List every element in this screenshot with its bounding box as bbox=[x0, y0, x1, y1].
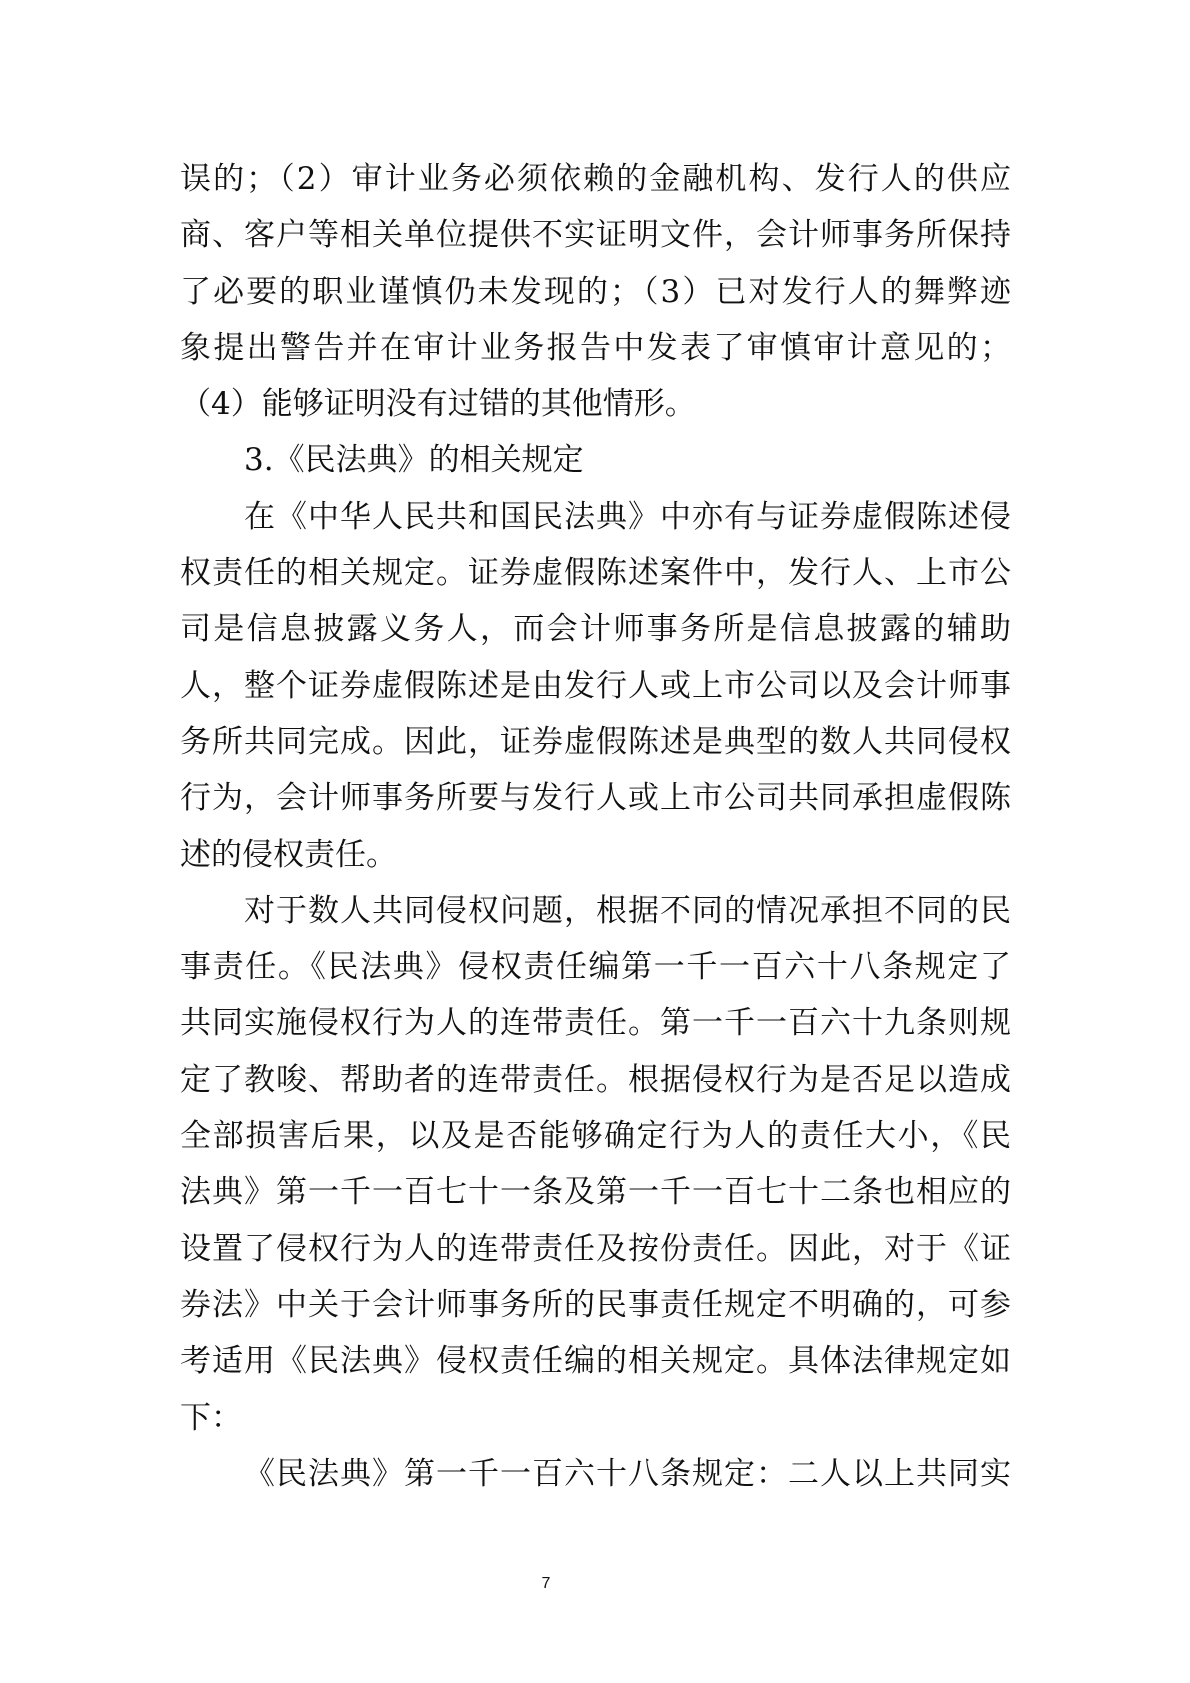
text-line: 务所共同完成。因此，证券虚假陈述是典型的数人共同侵权 bbox=[180, 723, 1011, 760]
section-heading bbox=[180, 432, 1011, 488]
text-line: 全部损害后果，以及是否能够确定行为人的责任大小，《民 bbox=[180, 1118, 1011, 1155]
body-text bbox=[180, 151, 1011, 1502]
text-line: 事责任。《民法典》侵权责任编第一千一百六十八条规定了 bbox=[180, 949, 1011, 986]
paragraph bbox=[180, 489, 1011, 883]
text-line: 考适用《民法典》侵权责任编的相关规定。具体法律规定如 bbox=[180, 1343, 1011, 1380]
text-line: 法典》第一千一百七十一条及第一千一百七十二条也相应的 bbox=[180, 1174, 1011, 1211]
text-line: 权责任的相关规定。证券虚假陈述案件中，发行人、上市公 bbox=[180, 555, 1011, 592]
text-line: 在《中华人民共和国民法典》中亦有与证券虚假陈述侵 bbox=[244, 498, 1011, 535]
text-line: 券法》中关于会计师事务所的民事责任规定不明确的，可参 bbox=[180, 1286, 1011, 1323]
text-line: 对于数人共同侵权问题，根据不同的情况承担不同的民 bbox=[244, 892, 1011, 929]
text-line: 误的；（2）审计业务必须依赖的金融机构、发行人的供应 bbox=[180, 161, 1011, 197]
heading-line: 3.《民法典》的相关规定 bbox=[244, 442, 584, 479]
text-line: 定了教唆、帮助者的连带责任。根据侵权行为是否足以造成 bbox=[180, 1061, 1011, 1098]
text-line: 述的侵权责任。 bbox=[180, 836, 397, 873]
page-number: 7 bbox=[541, 1575, 551, 1592]
text-line: 《民法典》第一千一百六十八条规定：二人以上共同实 bbox=[244, 1455, 1011, 1492]
text-line: 商、客户等相关单位提供不实证明文件，会计师事务所保持 bbox=[180, 217, 1011, 254]
text-line: 行为，会计师事务所要与发行人或上市公司共同承担虚假陈 bbox=[180, 780, 1011, 817]
text-line: 设置了侵权行为人的连带责任及按份责任。因此，对于《证 bbox=[180, 1230, 1011, 1267]
text-line: 司是信息披露义务人，而会计师事务所是信息披露的辅助 bbox=[180, 611, 1011, 648]
text-line: 人，整个证券虚假陈述是由发行人或上市公司以及会计师事 bbox=[180, 667, 1011, 704]
paragraph bbox=[180, 1446, 1011, 1502]
paragraph bbox=[180, 883, 1011, 1446]
paragraph bbox=[180, 151, 1011, 432]
text-line: 象提出警告并在审计业务报告中发表了审慎审计意见的； bbox=[180, 329, 1011, 366]
text-line: （4）能够证明没有过错的其他情形。 bbox=[180, 386, 696, 423]
text-line: 共同实施侵权行为人的连带责任。第一千一百六十九条则规 bbox=[180, 1005, 1011, 1042]
text-line: 下： bbox=[180, 1399, 242, 1436]
text-line: 了必要的职业谨慎仍未发现的；（3）已对发行人的舞弊迹 bbox=[180, 273, 1011, 310]
